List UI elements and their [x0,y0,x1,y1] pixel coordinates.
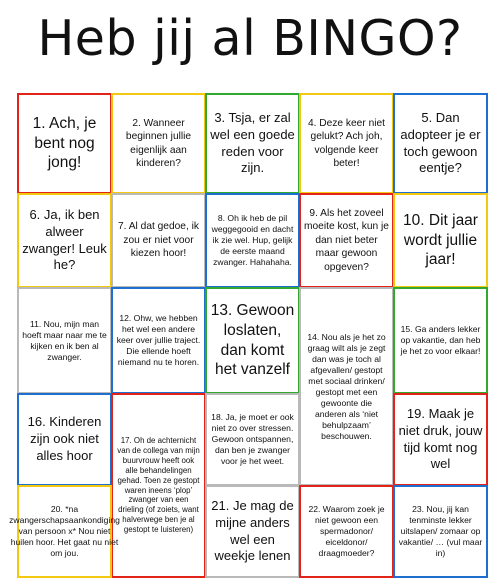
bingo-cell-18 [205,393,300,486]
bingo-cell-text: 6. Ja, ik ben alweer zwanger! Leuk he? [22,206,107,273]
bingo-cell-text: 22. Waarom zoek je niet gewoon een spermadonor/ eiceldonor/ draagmoeder? [308,504,385,558]
bingo-cell-text: 1. Ach, je bent nog jong! [32,114,97,172]
bingo-cell-text: 9. Als het zoveel moeite kost, kun je dan niet beter maar gewoon opgeven? [304,207,389,273]
bingo-cell-8 [205,193,300,288]
bingo-cell-text: 17. Oh de achternicht van de collega van mijn buurvrouw heeft ook alle behandelingen gehad. Toen ze gestopt waren ineens ‘plop’ zwanger van een drieling (of zoiets, want halverwege ben je al gestopt te luisteren) [117,436,200,534]
bingo-cell-text: 15. Ga anders lekker op vakantie, dan heb je het zo voor elkaar! [400,324,481,356]
bingo-cell-23 [393,485,488,578]
bingo-cell-16 [17,393,112,486]
bingo-cell-11 [17,287,112,394]
bingo-cell-text: 10. Dit jaar wordt jullie jaar! [403,211,478,269]
bingo-cell-text: 13. Gewoon loslaten, dan komt het vanzelf [210,301,295,379]
bingo-cell-text: 7. Al dat gedoe, ik zou er niet voor kiezen hoor! [118,221,199,260]
bingo-cell-9 [299,193,394,288]
bingo-cell-12 [111,287,206,394]
bingo-cell-text: 4. Deze keer niet gelukt? Ach joh, volgende keer beter! [307,117,385,169]
bingo-cell-13 [205,287,300,394]
bingo-cell-5 [393,93,488,194]
bingo-cell-text: 3. Tsja, er zal wel een goede reden voor zijn. [210,109,295,176]
bingo-grid [9,94,488,578]
bingo-cell-7 [111,193,206,288]
bingo-cell-22 [299,485,394,578]
bingo-cell-4 [299,93,394,194]
bingo-cell-text: 8. Oh ik heb de pil weggegooid en dacht ik zie wel. Hup, gelijk de eerste maand zwanger. Hahahaha. [211,213,294,267]
bingo-cell-text: 20. *na zwangerschapsaankondiging van persoon x* Nou niet huilen hoor. Het gaat nu niet om jou. [9,504,120,558]
bingo-cell-15 [393,287,488,394]
bingo-cell-text: 16. Kinderen zijn ook niet alles hoor [27,414,102,463]
bingo-cell-text: 19. Maak je niet druk, jouw tijd komt nog wel [398,405,483,472]
bingo-cell-17 [111,393,206,578]
bingo-cell-1 [17,93,112,194]
bingo-cell-text: 12. Ohw, we hebben het wel een andere keer over jullie traject. Die ellende hoeft niemand nu te horen. [116,313,201,367]
bingo-cell-19 [393,393,488,486]
bingo-cell-14 [299,287,394,486]
page-title: Heb jij al BINGO? [37,10,463,67]
bingo-cell-text: 11. Nou, mijn man hoeft maar naar me te kijken en ik ben al zwanger. [22,318,107,362]
bingo-cell-text: 18. Ja, je moet er ook niet zo over stressen. Gewoon ontspannen, dan ben je zwanger voor je het weet. [211,412,294,466]
bingo-cell-text: 14. Nou als je het zo graag wilt als je zegt dan was je toch al afgevallen/ gestopt met sociaal drinken/ gestopt met een gewoonte die anderen als ‘niet behulpzaam’ beschouwen. [307,331,386,441]
bingo-cell-3 [205,93,300,194]
bingo-cell-20 [9,485,120,578]
bingo-cell-text: 2. Wanneer beginnen jullie eigenlijk aan kinderen? [125,117,192,169]
bingo-cell-text: 23. Nou, jij kan tenminste lekker uitslapen/ zomaar op vakantie/ … (vul maar in) [398,504,483,558]
bingo-cell-text: 5. Dan adopteer je er toch gewoon eentje? [400,109,481,176]
bingo-cell-2 [111,93,206,194]
bingo-cell-10 [393,193,488,288]
bingo-cell-text: 21. Je mag de mijne anders wel een weekje lenen [211,497,294,564]
bingo-cell-6 [17,193,112,288]
bingo-cell-21 [205,485,300,578]
